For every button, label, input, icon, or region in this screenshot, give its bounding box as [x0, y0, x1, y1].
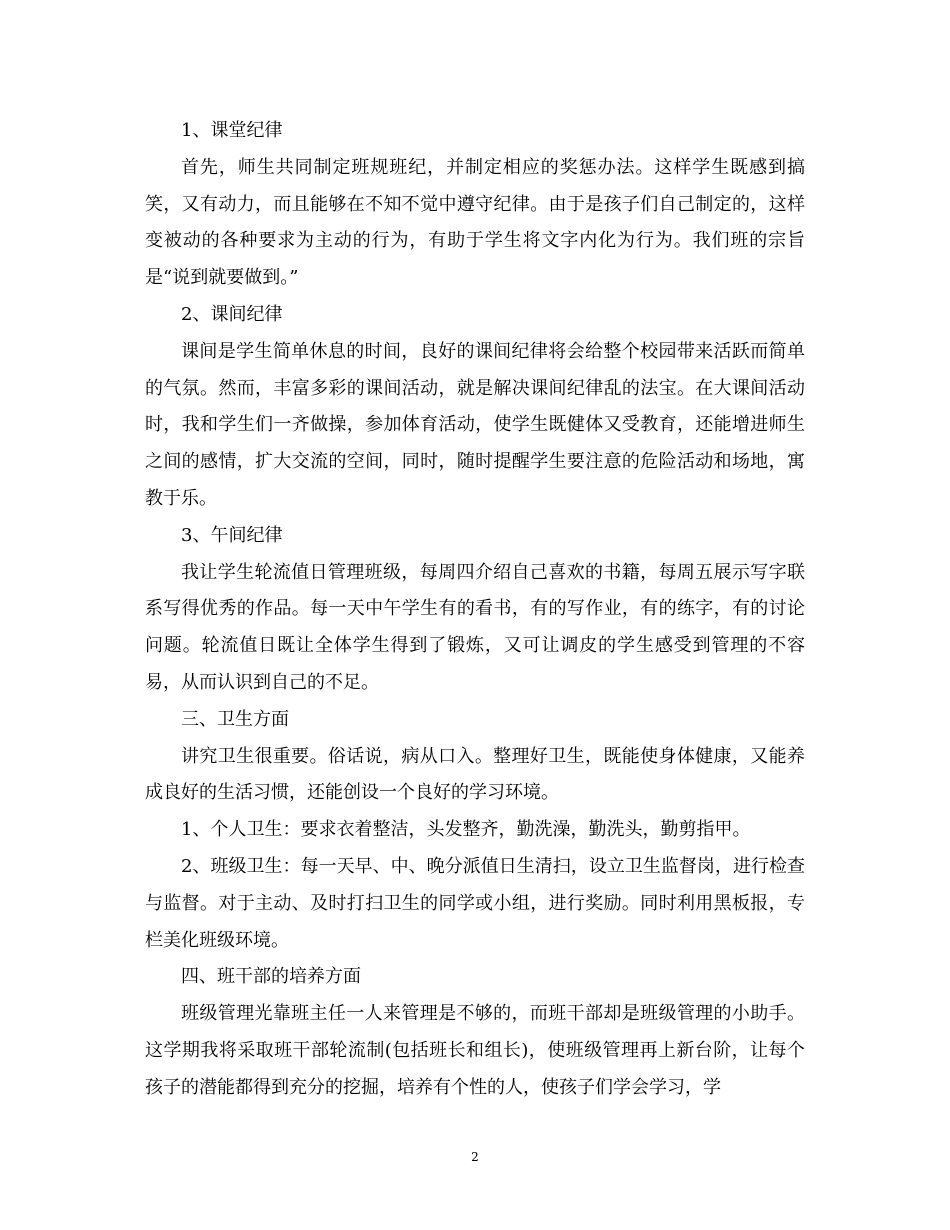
paragraph-class-hygiene: 2、班级卫生：每一天早、中、晚分派值日生清扫，设立卫生监督岗，进行检查与监督。对于主动、及时打扫卫生的同学或小组，进行奖励。同时利用黑板报，专栏美化班级环境。 — [145, 855, 805, 951]
document-body — [145, 113, 805, 1107]
paragraph-personal-hygiene: 1、个人卫生：要求衣着整洁，头发整齐，勤洗澡，勤洗头，勤剪指甲。 — [181, 819, 751, 841]
paragraph-break-discipline: 课间是学生简单休息的时间，良好的课间纪律将会给整个校园带来活跃而简单的气氛。然而，丰富多彩的课间活动，就是解决课间纪律乱的法宝。在大课间活动时，我和学生们一齐做操，参加体育活动，使学生既健体又受教育，还能增进师生之间的感情，扩大交流的空间，同时，随时提醒学生要注意的危险活动和场地，寓教于乐。 — [145, 340, 805, 509]
section-heading-noon-discipline: 3、午间纪律 — [181, 524, 283, 546]
page-number: 2 — [471, 1150, 479, 1164]
paragraph-hygiene-intro: 讲究卫生很重要。俗话说，病从口入。整理好卫生，既能使身体健康，又能养成良好的生活习惯，还能创设一个良好的学习环境。 — [145, 745, 805, 804]
section-heading-class-leaders: 四、班干部的培养方面 — [181, 966, 361, 988]
paragraph-class-leaders: 班级管理光靠班主任一人来管理是不够的，而班干部却是班级管理的小助手。这学期我将采取班干部轮流制(包括班长和组长)，使班级管理再上新台阶，让每个孩子的潜能都得到充分的挖掘，培养有个性的人，使孩子们学会学习，学 — [145, 1003, 805, 1098]
section-heading-hygiene: 三、卫生方面 — [181, 708, 289, 730]
section-heading-class-discipline: 1、课堂纪律 — [181, 120, 283, 141]
paragraph-noon-discipline: 我让学生轮流值日管理班级，每周四介绍自己喜欢的书籍，每周五展示写字联系写得优秀的作品。每一天中午学生有的看书，有的写作业，有的练字，有的讨论问题。轮流值日既让全体学生得到了锻炼，又可让调皮的学生感受到管理的不容易，从而认识到自己的不足。 — [145, 561, 805, 693]
paragraph-class-discipline: 首先，师生共同制定班规班纪，并制定相应的奖惩办法。这样学生既感到搞笑，又有动力，而且能够在不知不觉中遵守纪律。由于是孩子们自己制定的，这样变被动的各种要求为主动的行为，有助于学生将文字内化为行为。我们班的宗旨是“说到就要做到。” — [145, 156, 805, 289]
section-heading-break-discipline: 2、课间纪律 — [181, 303, 283, 325]
